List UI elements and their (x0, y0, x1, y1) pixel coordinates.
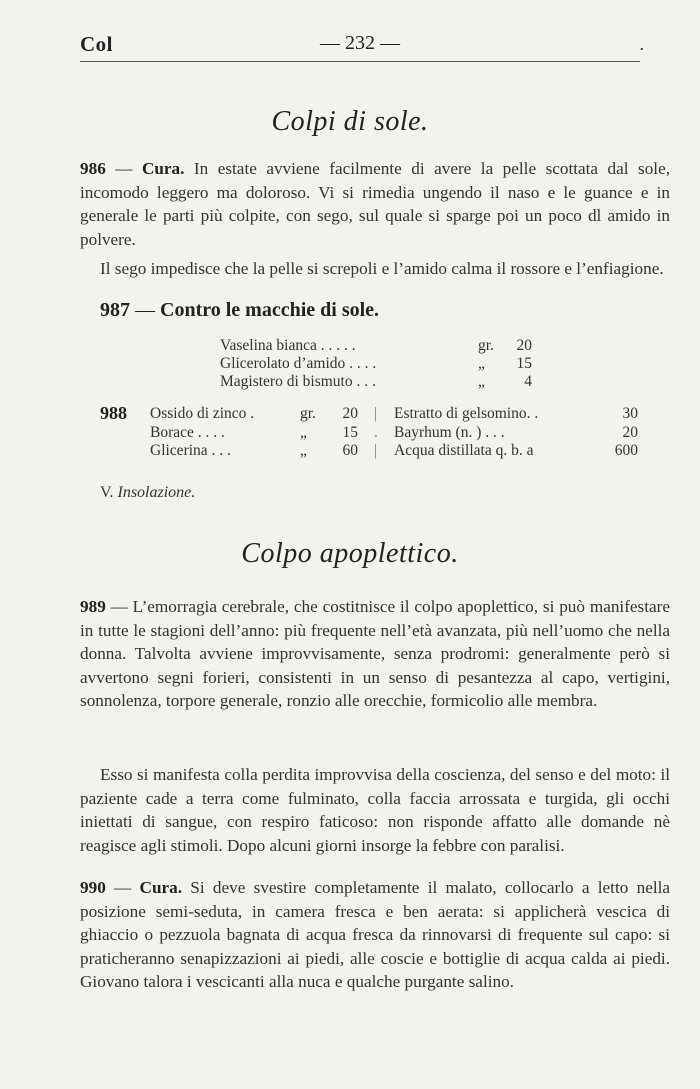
entry-number: 990 (80, 878, 106, 897)
entry-lead: Cura. (139, 878, 183, 897)
section-title-colpo-apoplettico: Colpo apoplettico. (241, 538, 459, 569)
ingredient-name: Vaselina bianca . . . . . (220, 337, 356, 354)
recipe-row (100, 424, 660, 443)
ingredient-name: Bayrhum (n. ) . . . (394, 423, 505, 441)
ingredient-quantity: 30 (622, 405, 638, 422)
section-title-colpi-di-sole: Colpi di sole. (271, 106, 429, 137)
entry-dash: — (130, 299, 160, 321)
recipe-row (220, 373, 540, 391)
running-head-keyword: Col (80, 32, 113, 56)
entry-dash: — (105, 878, 140, 897)
entry-lead: Cura. (141, 159, 185, 178)
running-head (80, 32, 644, 56)
entry-lead: Contro le macchie di sole. (160, 299, 380, 321)
ingredient-name: Glicerolato d’amido . . . . (220, 355, 377, 372)
ingredient-name: Ossido di zinco . (150, 405, 255, 422)
entry-text: In estate avviene facilmente di avere la pelle scottata dal sole, incomodo leggero ma doloroso. Vi si rimedia ungendo il naso e le guance e in generale le parti più colpite, con sego, sul quale si sparge poi un poco dl amido in polvere. (80, 159, 671, 249)
ingredient-quantity: 600 (614, 442, 638, 459)
entry-number: 988 (100, 403, 127, 423)
ingredient-quantity: 20 (516, 337, 532, 354)
entry-number: 986 (80, 159, 106, 178)
ingredient-quantity: 4 (524, 373, 532, 390)
entry-dash: — (105, 159, 142, 178)
entry-dash: — (105, 597, 133, 616)
ingredient-unit: gr. (478, 337, 494, 354)
ingredient-quantity: 20 (622, 423, 638, 441)
column-separator: | (374, 405, 378, 422)
ingredient-unit: „ (300, 442, 307, 459)
page-number: — 232 — (320, 32, 400, 54)
entry-text: Si deve svestire completamente il malato, collocarlo a letto nella posizione semi-seduta, in camera fresca e ben aerata: si applicherà vescica di ghiaccio o pezzuola bagnata di acqua fresca da rinnovarsi di frequente sul capo: si praticheranno senapizzazioni ai piedi, alle coscie e bottiglie di acqua calda ai piedi. Giovano talora i vescicanti alla nuca e qualche purgante salino. (80, 878, 670, 991)
ingredient-quantity: 60 (342, 442, 358, 459)
ingredient-unit: „ (300, 423, 307, 441)
ingredient-quantity: 20 (342, 405, 358, 422)
recipe-row (220, 355, 540, 373)
entry-986-continuation: Il sego impedisce che la pelle si screpoli e l’amido calma il rossore e l’enfiagione. (100, 259, 664, 278)
recipe-row (100, 442, 660, 461)
ingredient-unit: gr. (300, 405, 316, 422)
column-separator: | (374, 442, 378, 459)
column-separator: . (374, 423, 378, 441)
ingredient-name: Glicerina . . . (150, 442, 231, 459)
cross-reference-target: Insolazione. (117, 484, 196, 501)
header-rule (80, 61, 640, 62)
ingredient-unit: „ (478, 355, 485, 372)
entry-989-continuation: Esso si manifesta colla perdita improvvisa della coscienza, del senso e del moto: il paziente cade a terra come fulminato, colla faccia arrossata e turgida, gli occhi iniettati di sangue, con respiro faticoso: non risponde affatto alle domande nè reagisce agli stimoli. Dopo alcuni giorni insorge la febbre con paralisi. (80, 765, 670, 855)
ingredient-name: Borace . . . . (150, 423, 225, 441)
cross-reference-prefix: V. (100, 484, 118, 501)
entry-989 (80, 595, 670, 713)
entry-number: 989 (80, 597, 106, 616)
ingredient-quantity: 15 (516, 355, 532, 372)
ingredient-name: Magistero di bismuto . . . (220, 373, 376, 390)
ingredient-name: Estratto di gelsomino. . (394, 405, 539, 422)
ingredient-name: Acqua distillata q. b. a (394, 442, 534, 459)
entry-987-heading (100, 299, 379, 322)
entry-990 (80, 876, 670, 994)
entry-986 (80, 157, 670, 251)
entry-text: L’emorragia cerebrale, che costitnisce il colpo apoplettico, si può manifestare in tutte le stagioni dell’anno: più frequente nell’età avanzata, più nell’uomo che nella donna. Talvolta avviene improvvisamente, senza prodromi: generalmente però si avvertono segni forieri, consistenti in un senso di pesantezza al capo, vertigini, sonnolenza, torpore generale, ronzio alle orecchie, formicolio alle membra. (80, 597, 670, 710)
ingredient-unit: „ (478, 373, 485, 390)
ingredient-quantity: 15 (342, 423, 358, 441)
recipe-987 (220, 337, 540, 391)
recipe-988 (100, 405, 660, 461)
recipe-row (100, 405, 660, 424)
recipe-row (220, 337, 540, 355)
entry-number: 987 (100, 299, 130, 321)
cross-reference (100, 484, 195, 502)
running-head-mark: . (639, 34, 644, 54)
